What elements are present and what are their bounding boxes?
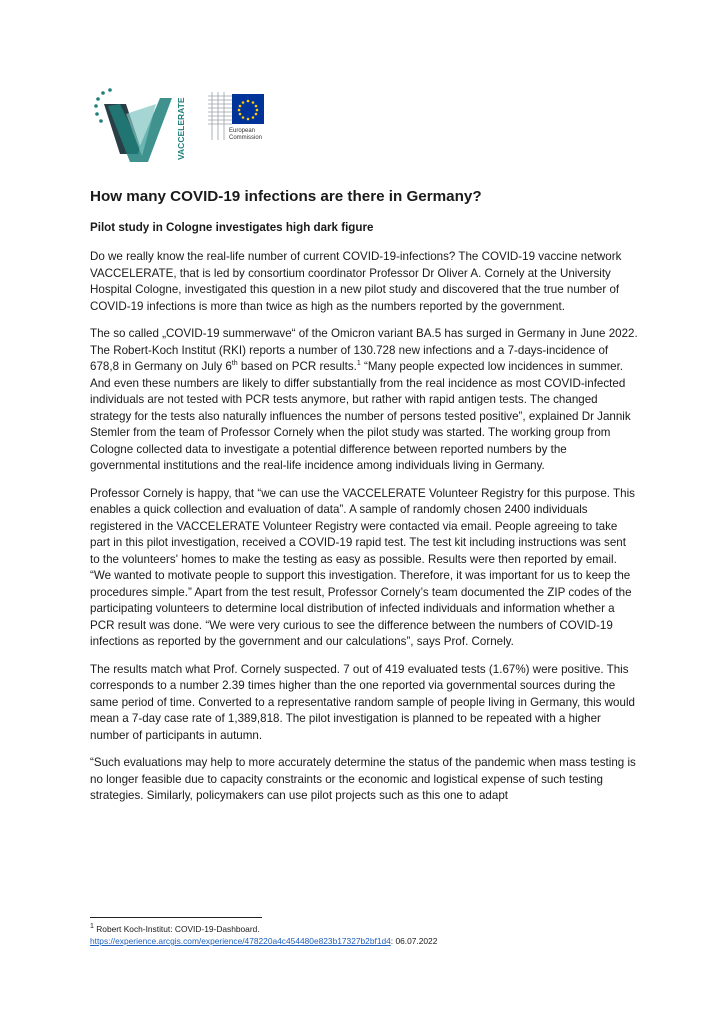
- vaccelerate-logo: [90, 84, 190, 164]
- paragraph-intro: Do we really know the real-life number of current COVID-19-infections? The COVID-19 vaccine network VACCELERATE, that is led by consortium coordinator Professor Dr Oliver A. Cornely at the University Hospital Cologne, investigated this question in a new pilot study and discovered that the true number of COVID-19 infections is more than twice as high as the numbers reported by the government.: [90, 250, 622, 313]
- ec-label-line2: Commission: [229, 135, 263, 141]
- ec-label-line1: European: [229, 128, 256, 134]
- article-title: How many COVID-19 infections are there in Germany?: [90, 188, 482, 205]
- footnote-link[interactable]: https://experience.arcgis.com/experience/478220a4c454480e823b17327b2bf1d4: [90, 936, 391, 946]
- footnote-date: : 06.07.2022: [390, 936, 438, 946]
- vaccelerate-logo-text: VACCELERATE: [176, 97, 186, 160]
- footnote-1-line1: [90, 923, 650, 935]
- paragraph-registry: Professor Cornely is happy, that “we can use the VACCELERATE Volunteer Registry for this purpose. This enables a quick collection and evaluation of data”. A sample of randomly chosen 2400 individuals registered in the VACCELERATE Volunteer Registry were contacted via email. People agreeing to take part in this pilot investigation, received a COVID-19 rapid test. The test kit including instructions was sent to the volunteers' homes to make the testing as easy as possible. Results were then reported by email. “We wanted to motivate people to support this investigation. Therefore, it was important for us to keep the procedures simple.” Apart from the test result, Professor Cornely’s team documented the ZIP codes of the participating volunteers to determine local distribution of infected individuals and information whether a PCR result was done. “We were very curious to see the difference between the numbers of COVID-19 infections as reported by the government and our calculations”, says Prof. Cornely.: [90, 486, 635, 648]
- footnote-reference[interactable]: 1: [356, 360, 361, 368]
- paragraph-summerwave: [90, 326, 638, 475]
- footnote-number: 1: [90, 923, 94, 931]
- paragraph-evaluations: “Such evaluations may help to more accurately determine the status of the pandemic when mass testing is no longer feasible due to capacity constraints or the economic and logistical expense of such testing strategies. Similarly, policymakers can use pilot projects such as this one to adapt: [90, 756, 636, 802]
- footnote-text: Robert Koch-Institut: COVID-19-Dashboard.: [93, 924, 260, 934]
- ordinal-superscript: th: [231, 360, 238, 368]
- european-commission-label: [229, 128, 262, 142]
- footnote-divider: [90, 917, 262, 918]
- paragraph-summerwave-part1: The so called „COVID-19 summerwave“ of the Omicron variant BA.5 has surged in Germany in June 2022. The Robert-Koch Institut (RKI) reports a number of 130.728 new infections and a 7-days-incidence of 678,8 in Germany on July 6: [90, 327, 638, 373]
- paragraph-summerwave-part2: based on PCR results.: [237, 360, 357, 373]
- paragraph-results: The results match what Prof. Cornely suspected. 7 out of 419 evaluated tests (1.67%) were positive. This corresponds to a number 2.39 times higher than the one reported via governmental sources during the same period of time. Converted to a representative random sample of people living in Germany, this would mean a 7-day case rate of 1,389,818. The pilot investigation is planned to be repeated with a higher number of participants in autumn.: [90, 662, 635, 742]
- paragraph-summerwave-part3: “Many people expected low incidences in summer. And even these numbers are likely to differ substantially from the real incidence as most COVID-infected individuals are not tested with PCR tests anymore, but rather with rapid antigen tests. The changed strategy for the tests also naturally influences the number of persons tested positive”, explained Dr Jannik Stemler from the team of Professor Cornely when the pilot study was started. The working group from Cologne collected data to investigate a potential difference between reported numbers by the governmental institutions and the real-life incidence among individuals living in Germany.: [90, 360, 631, 472]
- article-body: [90, 187, 638, 816]
- article-subtitle: Pilot study in Cologne investigates high dark figure: [90, 221, 374, 234]
- footnotes: [90, 923, 650, 947]
- footnote-1-line2: [90, 935, 650, 947]
